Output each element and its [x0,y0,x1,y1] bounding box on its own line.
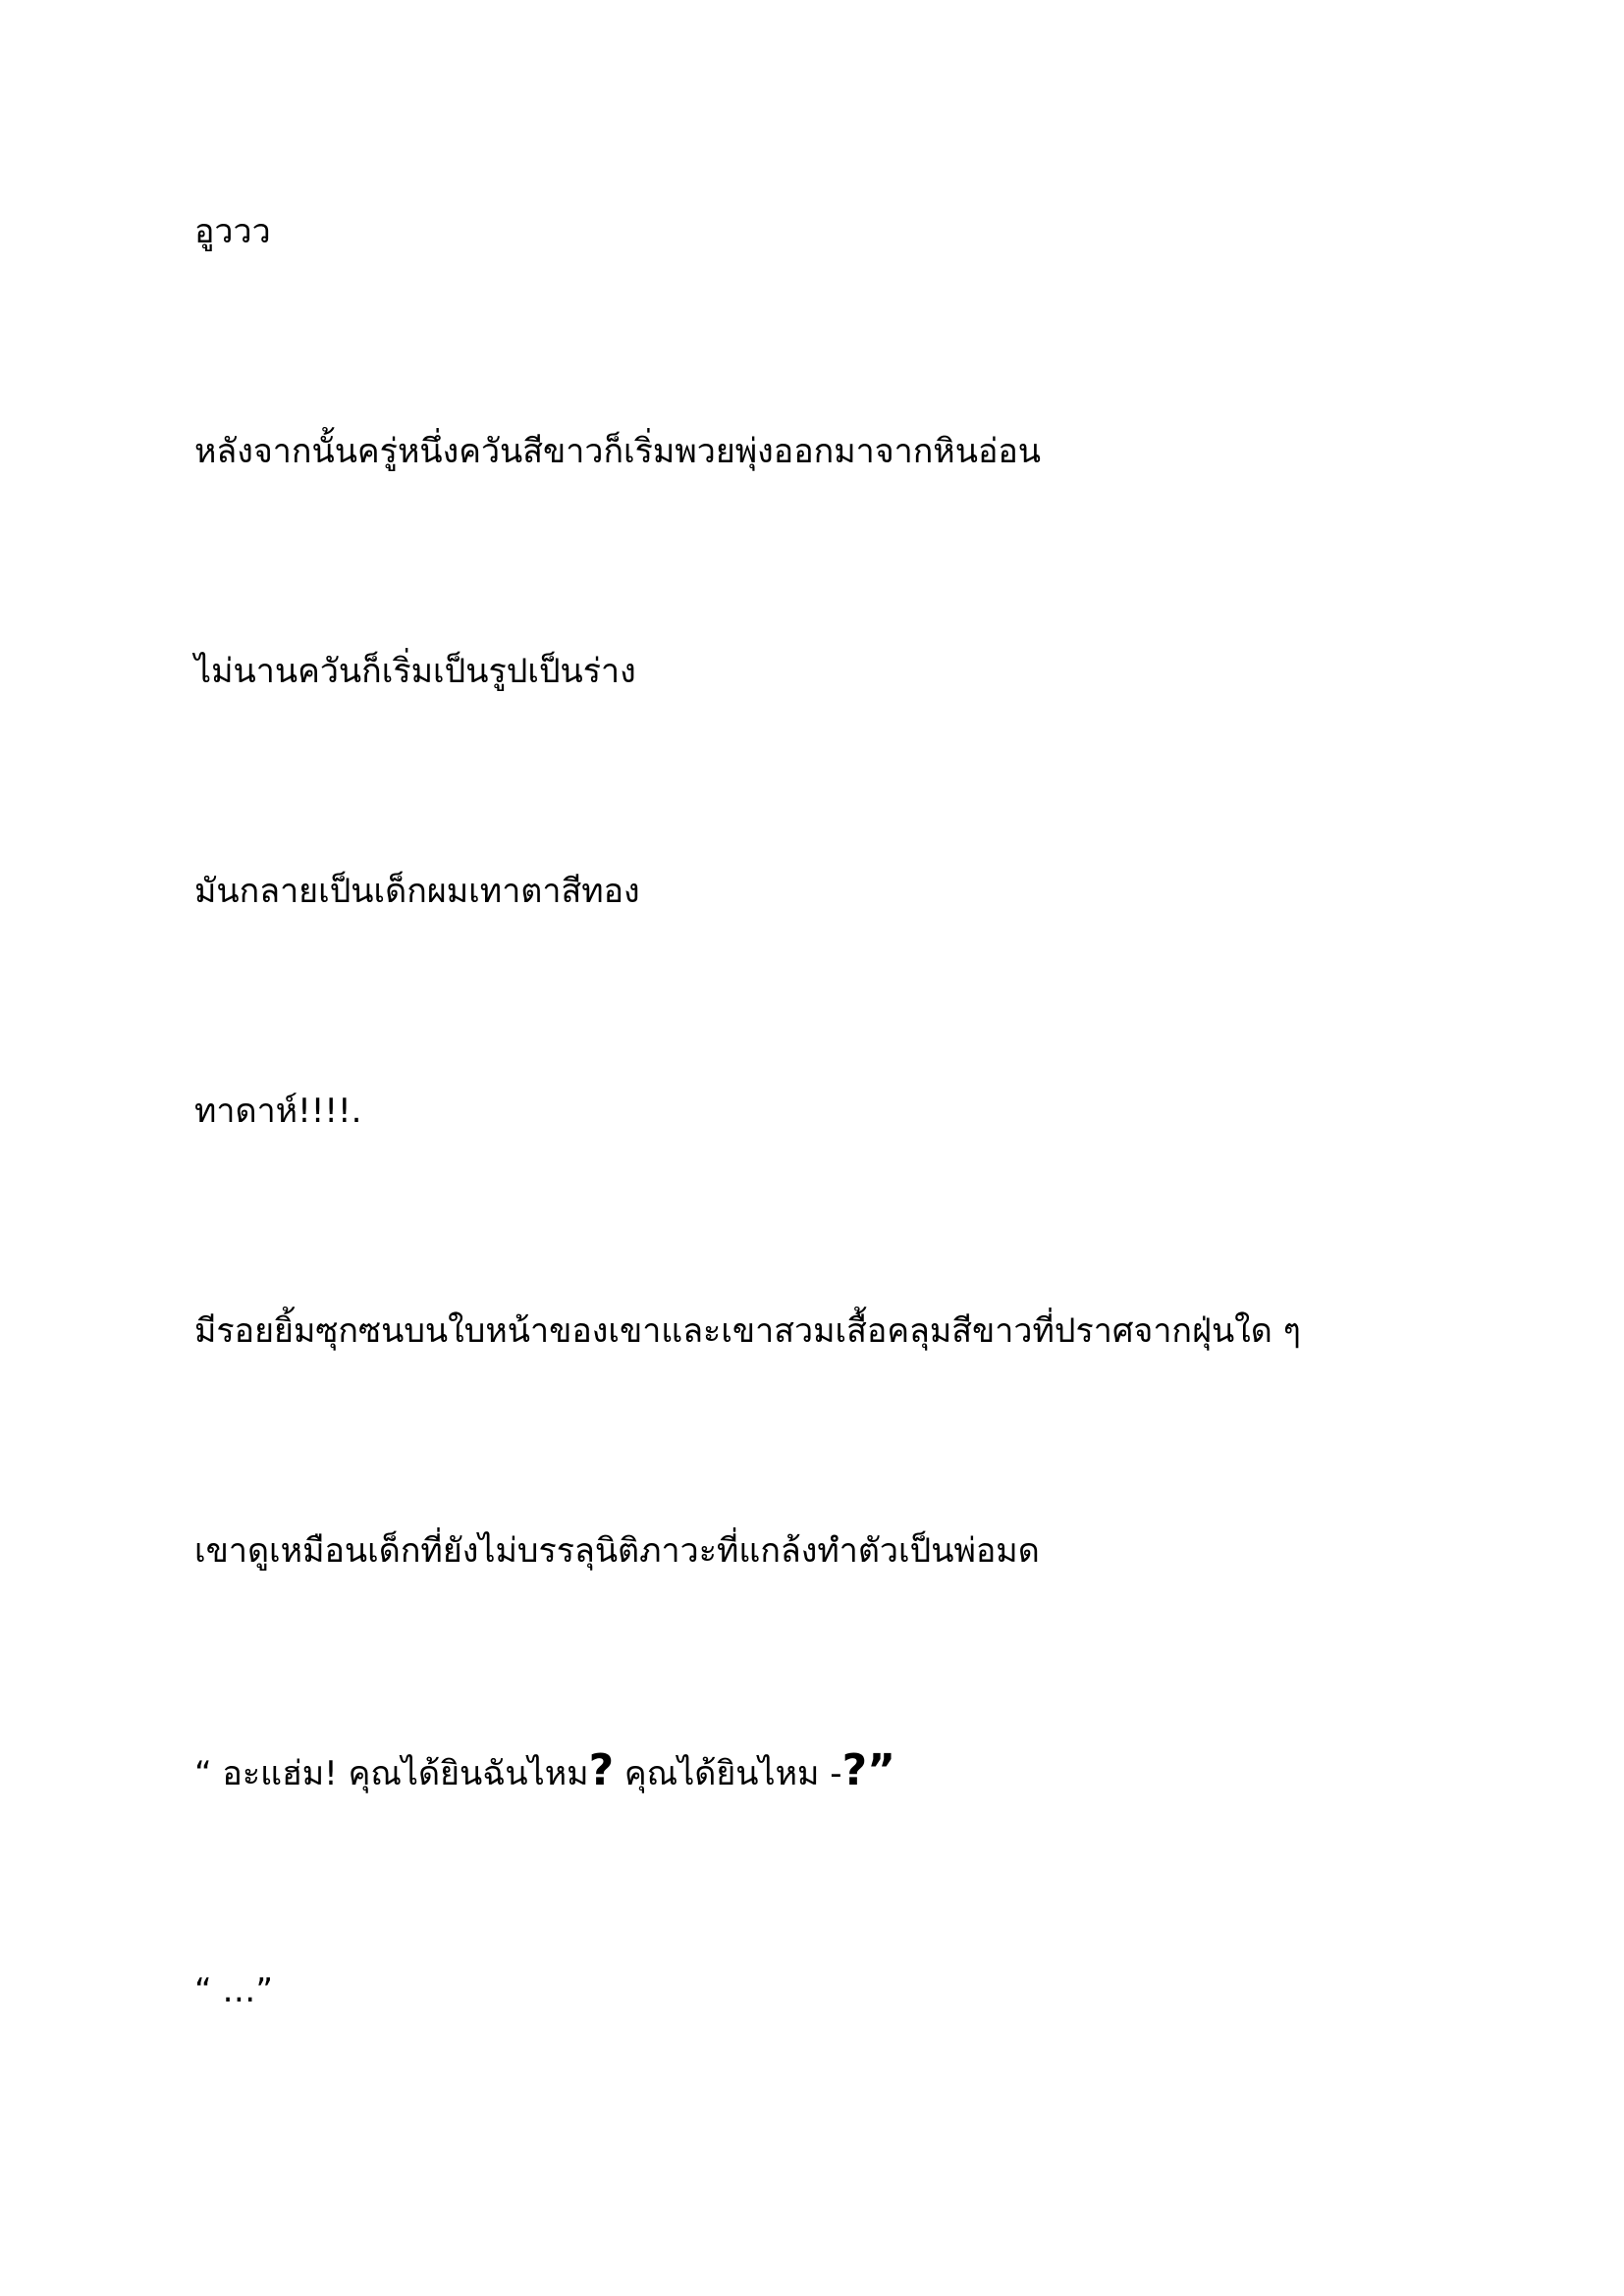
paragraph-3: ไม่นานควันก็เริ่มเป็นรูปเป็นร่าง [194,652,636,691]
dialogue-line-2: “ …” [194,1971,274,2010]
paragraph-1: อูววว [194,212,271,251]
question-mark-1: ? [588,1745,615,1795]
dialogue-part-1: “ อะแฮ่ม! คุณได้ยินฉันไหม [194,1754,589,1793]
paragraph-2: หลังจากนั้นครู่หนึ่งควันสีขาวก็เริ่มพวยพุ่งออกมาจากหินอ่อน [194,432,1042,471]
dialogue-line-1 [194,1747,895,1797]
paragraph-6: มีรอยยิ้มซุกซนบนใบหน้าของเขาและเขาสวมเสื้อคลุมสีขาวที่ปราศจากฝุ่นใด ๆ [194,1311,1301,1351]
question-mark-2: ?” [841,1745,896,1795]
paragraph-7: เขาดูเหมือนเด็กที่ยังไม่บรรลุนิติภาวะที่แกล้งทำตัวเป็นพ่อมด [194,1531,1040,1571]
paragraph-5: ทาดาห์!!!!. [194,1092,362,1131]
dialogue-part-2: คุณได้ยินไหม - [614,1754,842,1793]
paragraph-4: มันกลายเป็นเด็กผมเทาตาสีทอง [194,872,640,911]
